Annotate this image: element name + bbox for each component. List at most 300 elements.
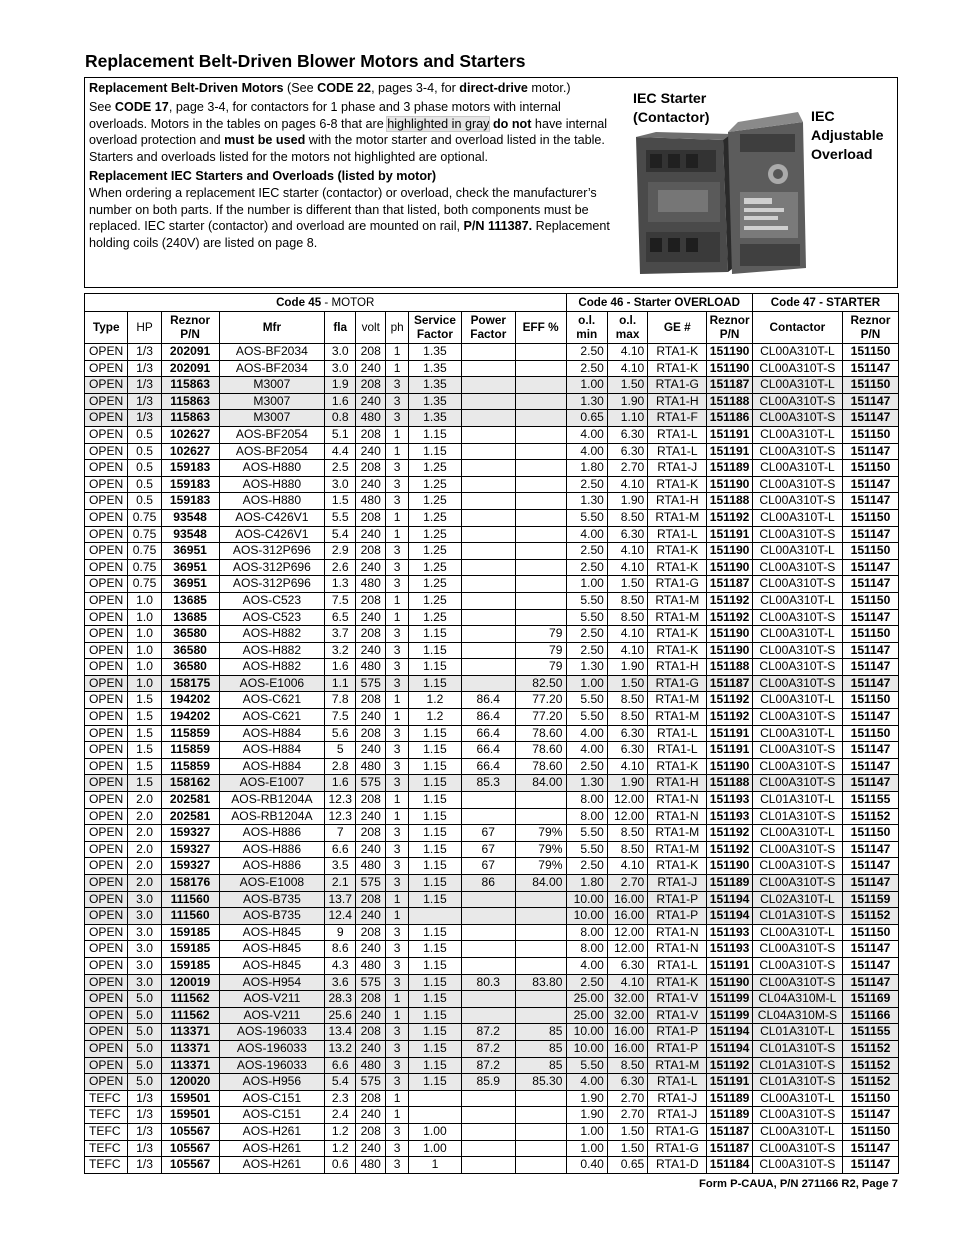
cell-service-factor: 1.25	[409, 543, 462, 560]
cell-mfr: AOS-BF2054	[219, 443, 325, 460]
table-row	[85, 891, 899, 908]
cell-reznor-pn: 202091	[161, 360, 219, 377]
cell-contactor: CL00A310T-S	[752, 559, 842, 576]
cell-type: OPEN	[85, 443, 128, 460]
cell-volt: 240	[356, 742, 386, 759]
table-row	[85, 1024, 899, 1041]
cell-volt: 240	[356, 1007, 386, 1024]
cell-ol-max: 16.00	[607, 1024, 647, 1041]
table-row	[85, 1123, 899, 1140]
cell-power-factor	[461, 924, 515, 941]
cell-power-factor	[461, 642, 515, 659]
cell-eff: 85	[515, 1057, 566, 1074]
cell-eff: 84.00	[515, 775, 566, 792]
cell-ol-max: 8.50	[607, 1057, 647, 1074]
cell-ph: 3	[386, 493, 409, 510]
cell-service-factor: 1.15	[409, 875, 462, 892]
cell-starter-reznor-pn: 151147	[842, 1140, 898, 1157]
cell-mfr: AOS-H261	[219, 1140, 325, 1157]
cell-type: OPEN	[85, 576, 128, 593]
cell-power-factor	[461, 957, 515, 974]
cell-type: OPEN	[85, 426, 128, 443]
cell-starter-reznor-pn: 151152	[842, 1057, 898, 1074]
cell-hp: 3.0	[128, 957, 161, 974]
cell-ph: 3	[386, 974, 409, 991]
cell-overload-reznor-pn: 151190	[707, 476, 753, 493]
cell-starter-reznor-pn: 151150	[842, 1123, 898, 1140]
cell-fla: 5.4	[325, 526, 356, 543]
table-row	[85, 509, 899, 526]
info-text	[89, 80, 612, 254]
cell-reznor-pn: 158176	[161, 875, 219, 892]
cell-type: OPEN	[85, 626, 128, 643]
cell-ge: RTA1-G	[648, 377, 707, 394]
cell-volt: 240	[356, 841, 386, 858]
cell-hp: 0.5	[128, 443, 161, 460]
cell-contactor: CL00A310T-S	[752, 758, 842, 775]
col-header-service-factor: Service Factor	[409, 312, 462, 344]
table-row	[85, 360, 899, 377]
cell-service-factor: 1.35	[409, 377, 462, 394]
cell-mfr: AOS-H884	[219, 758, 325, 775]
table-row	[85, 725, 899, 742]
cell-ol-min: 0.40	[566, 1157, 607, 1174]
cell-ol-min: 10.00	[566, 1040, 607, 1057]
cell-ol-max: 1.10	[607, 410, 647, 427]
cell-eff	[515, 443, 566, 460]
cell-volt: 480	[356, 957, 386, 974]
cell-service-factor: 1.15	[409, 841, 462, 858]
cell-mfr: AOS-H880	[219, 476, 325, 493]
cell-service-factor: 1.15	[409, 991, 462, 1008]
cell-hp: 5.0	[128, 1007, 161, 1024]
table-row	[85, 460, 899, 477]
table-row	[85, 626, 899, 643]
col-header-eff: EFF %	[515, 312, 566, 344]
cell-ge: RTA1-N	[648, 808, 707, 825]
cell-service-factor: 1.15	[409, 957, 462, 974]
cell-ge: RTA1-P	[648, 891, 707, 908]
cell-fla: 0.8	[325, 410, 356, 427]
cell-overload-reznor-pn: 151188	[707, 659, 753, 676]
iec-overload-label: IEC Adjustable Overload	[811, 109, 884, 163]
cell-eff: 77.20	[515, 692, 566, 709]
cell-fla: 0.6	[325, 1157, 356, 1174]
cell-power-factor: 67	[461, 825, 515, 842]
cell-fla: 1.1	[325, 675, 356, 692]
cell-volt: 240	[356, 642, 386, 659]
cell-overload-reznor-pn: 151191	[707, 526, 753, 543]
cell-service-factor: 1.25	[409, 559, 462, 576]
cell-reznor-pn: 36580	[161, 626, 219, 643]
cell-fla: 1.6	[325, 659, 356, 676]
cell-hp: 1/3	[128, 1090, 161, 1107]
cell-ph: 3	[386, 1123, 409, 1140]
cell-mfr: AOS-E1007	[219, 775, 325, 792]
cell-contactor: CL00A310T-L	[752, 344, 842, 361]
cell-overload-reznor-pn: 151192	[707, 509, 753, 526]
cell-mfr: AOS-H886	[219, 825, 325, 842]
cell-eff	[515, 991, 566, 1008]
cell-overload-reznor-pn: 151184	[707, 1157, 753, 1174]
cell-eff: 78.60	[515, 725, 566, 742]
cell-ol-min: 1.90	[566, 1107, 607, 1124]
cell-ge: RTA1-L	[648, 957, 707, 974]
cell-starter-reznor-pn: 151147	[842, 841, 898, 858]
cell-volt: 208	[356, 1123, 386, 1140]
cell-reznor-pn: 120020	[161, 1074, 219, 1091]
cell-ol-max: 4.10	[607, 858, 647, 875]
info-text-run: direct-drive	[459, 81, 528, 95]
cell-ge: RTA1-K	[648, 543, 707, 560]
info-text-run: have internal overload protection and	[89, 116, 608, 148]
cell-service-factor: 1.35	[409, 410, 462, 427]
cell-type: OPEN	[85, 725, 128, 742]
cell-power-factor	[461, 377, 515, 394]
cell-power-factor: 80.3	[461, 974, 515, 991]
cell-ph: 3	[386, 924, 409, 941]
cell-eff	[515, 1140, 566, 1157]
cell-type: OPEN	[85, 875, 128, 892]
table-row	[85, 858, 899, 875]
cell-service-factor	[409, 1090, 462, 1107]
cell-volt: 240	[356, 1040, 386, 1057]
cell-reznor-pn: 36951	[161, 559, 219, 576]
table-row	[85, 609, 899, 626]
cell-starter-reznor-pn: 151147	[842, 758, 898, 775]
cell-power-factor	[461, 792, 515, 809]
cell-ge: RTA1-H	[648, 493, 707, 510]
cell-eff	[515, 344, 566, 361]
cell-mfr: AOS-196033	[219, 1057, 325, 1074]
cell-volt: 480	[356, 858, 386, 875]
cell-power-factor	[461, 1090, 515, 1107]
cell-ol-max: 6.30	[607, 1074, 647, 1091]
cell-eff	[515, 426, 566, 443]
cell-eff	[515, 509, 566, 526]
cell-mfr: M3007	[219, 377, 325, 394]
cell-hp: 1.5	[128, 725, 161, 742]
table-row	[85, 808, 899, 825]
cell-eff	[515, 1090, 566, 1107]
table-row	[85, 1090, 899, 1107]
cell-overload-reznor-pn: 151194	[707, 1024, 753, 1041]
cell-starter-reznor-pn: 151147	[842, 410, 898, 427]
cell-ph: 1	[386, 592, 409, 609]
cell-type: OPEN	[85, 592, 128, 609]
cell-ge: RTA1-K	[648, 626, 707, 643]
cell-reznor-pn: 115859	[161, 725, 219, 742]
cell-hp: 2.0	[128, 792, 161, 809]
cell-ph: 3	[386, 626, 409, 643]
cell-power-factor	[461, 460, 515, 477]
cell-starter-reznor-pn: 151147	[842, 443, 898, 460]
cell-ol-max: 6.30	[607, 443, 647, 460]
cell-ol-min: 2.50	[566, 344, 607, 361]
cell-ol-min: 10.00	[566, 1024, 607, 1041]
cell-ge: RTA1-K	[648, 974, 707, 991]
cell-overload-reznor-pn: 151187	[707, 1140, 753, 1157]
cell-type: OPEN	[85, 559, 128, 576]
cell-mfr: AOS-RB1204A	[219, 808, 325, 825]
cell-volt: 208	[356, 792, 386, 809]
cell-ge: RTA1-F	[648, 410, 707, 427]
cell-volt: 480	[356, 410, 386, 427]
info-text-run: , page 3-4, for contactors for 1 phase and 3 phase motors with internal overloads. Motors in the tables on pages 6-8 that are	[89, 99, 561, 131]
cell-volt: 208	[356, 692, 386, 709]
cell-type: OPEN	[85, 377, 128, 394]
cell-eff	[515, 1157, 566, 1174]
cell-ol-max: 8.50	[607, 709, 647, 726]
cell-ol-min: 5.50	[566, 509, 607, 526]
cell-reznor-pn: 194202	[161, 692, 219, 709]
cell-hp: 2.0	[128, 808, 161, 825]
cell-eff: 78.60	[515, 758, 566, 775]
cell-volt: 208	[356, 543, 386, 560]
cell-ol-min: 5.50	[566, 592, 607, 609]
cell-starter-reznor-pn: 151147	[842, 858, 898, 875]
col-header-contactor: Contactor	[752, 312, 842, 344]
cell-ge: RTA1-L	[648, 725, 707, 742]
cell-reznor-pn: 159501	[161, 1090, 219, 1107]
table-row	[85, 924, 899, 941]
cell-volt: 480	[356, 1157, 386, 1174]
cell-ol-min: 5.50	[566, 692, 607, 709]
cell-ge: RTA1-K	[648, 360, 707, 377]
cell-service-factor	[409, 1107, 462, 1124]
cell-overload-reznor-pn: 151192	[707, 841, 753, 858]
cell-starter-reznor-pn: 151147	[842, 1157, 898, 1174]
cell-hp: 1.0	[128, 642, 161, 659]
table-row	[85, 476, 899, 493]
cell-ol-min: 1.00	[566, 576, 607, 593]
cell-reznor-pn: 159183	[161, 476, 219, 493]
cell-power-factor	[461, 808, 515, 825]
cell-power-factor: 66.4	[461, 725, 515, 742]
cell-mfr: AOS-H882	[219, 626, 325, 643]
cell-hp: 0.75	[128, 559, 161, 576]
table-row	[85, 1074, 899, 1091]
col-header-fla: fla	[325, 312, 356, 344]
cell-fla: 6.6	[325, 1057, 356, 1074]
cell-fla: 13.4	[325, 1024, 356, 1041]
cell-ph: 3	[386, 1040, 409, 1057]
cell-contactor: CL01A310T-S	[752, 908, 842, 925]
cell-power-factor: 87.2	[461, 1040, 515, 1057]
col-header-ol-min: o.l. min	[566, 312, 607, 344]
cell-ge: RTA1-H	[648, 393, 707, 410]
cell-type: OPEN	[85, 1074, 128, 1091]
cell-ol-max: 4.10	[607, 758, 647, 775]
cell-overload-reznor-pn: 151188	[707, 493, 753, 510]
cell-ph: 3	[386, 1074, 409, 1091]
table-row	[85, 742, 899, 759]
cell-fla: 12.4	[325, 908, 356, 925]
cell-fla: 7.8	[325, 692, 356, 709]
cell-mfr: AOS-312P696	[219, 559, 325, 576]
cell-ol-max: 1.50	[607, 675, 647, 692]
cell-eff: 83.80	[515, 974, 566, 991]
cell-starter-reznor-pn: 151147	[842, 559, 898, 576]
cell-ol-max: 1.50	[607, 576, 647, 593]
cell-overload-reznor-pn: 151190	[707, 344, 753, 361]
cell-fla: 2.6	[325, 559, 356, 576]
cell-mfr: AOS-H845	[219, 941, 325, 958]
cell-reznor-pn: 113371	[161, 1024, 219, 1041]
table-row	[85, 1140, 899, 1157]
cell-ph: 1	[386, 609, 409, 626]
cell-type: TEFC	[85, 1107, 128, 1124]
cell-contactor: CL00A310T-L	[752, 1123, 842, 1140]
table-row	[85, 377, 899, 394]
cell-contactor: CL00A310T-S	[752, 410, 842, 427]
cell-mfr: AOS-C151	[219, 1107, 325, 1124]
cell-power-factor	[461, 526, 515, 543]
cell-overload-reznor-pn: 151192	[707, 609, 753, 626]
cell-ph: 1	[386, 709, 409, 726]
cell-overload-reznor-pn: 151191	[707, 725, 753, 742]
cell-type: TEFC	[85, 1090, 128, 1107]
cell-fla: 12.3	[325, 808, 356, 825]
cell-hp: 1.5	[128, 692, 161, 709]
cell-overload-reznor-pn: 151187	[707, 675, 753, 692]
cell-ol-max: 4.10	[607, 559, 647, 576]
cell-volt: 240	[356, 559, 386, 576]
cell-ol-max: 2.70	[607, 1107, 647, 1124]
cell-overload-reznor-pn: 151193	[707, 792, 753, 809]
cell-power-factor: 66.4	[461, 758, 515, 775]
cell-ph: 1	[386, 792, 409, 809]
cell-contactor: CL00A310T-S	[752, 393, 842, 410]
cell-eff	[515, 891, 566, 908]
table-row	[85, 576, 899, 593]
cell-hp: 1.5	[128, 709, 161, 726]
cell-volt: 480	[356, 576, 386, 593]
cell-ol-max: 4.10	[607, 626, 647, 643]
cell-starter-reznor-pn: 151150	[842, 825, 898, 842]
cell-starter-reznor-pn: 151147	[842, 659, 898, 676]
cell-reznor-pn: 194202	[161, 709, 219, 726]
cell-ge: RTA1-P	[648, 1040, 707, 1057]
cell-power-factor	[461, 941, 515, 958]
cell-volt: 240	[356, 443, 386, 460]
cell-contactor: CL00A310T-L	[752, 460, 842, 477]
cell-eff	[515, 609, 566, 626]
cell-volt: 208	[356, 1024, 386, 1041]
cell-type: OPEN	[85, 509, 128, 526]
cell-service-factor: 1.00	[409, 1140, 462, 1157]
cell-overload-reznor-pn: 151187	[707, 377, 753, 394]
cell-eff: 85	[515, 1040, 566, 1057]
cell-service-factor: 1.35	[409, 360, 462, 377]
cell-ol-max: 4.10	[607, 642, 647, 659]
col-header-power-factor: Power Factor	[461, 312, 515, 344]
table-row	[85, 1107, 899, 1124]
cell-ge: RTA1-K	[648, 642, 707, 659]
cell-type: OPEN	[85, 410, 128, 427]
cell-reznor-pn: 105567	[161, 1157, 219, 1174]
cell-ol-min: 1.30	[566, 659, 607, 676]
cell-power-factor	[461, 659, 515, 676]
table-row	[85, 393, 899, 410]
cell-contactor: CL04A310M-S	[752, 1007, 842, 1024]
cell-volt: 208	[356, 426, 386, 443]
cell-eff	[515, 393, 566, 410]
cell-reznor-pn: 115859	[161, 742, 219, 759]
info-text-run: Replacement IEC Starters and Overloads (listed by motor)	[89, 168, 437, 183]
info-text-run: must be used	[224, 133, 306, 148]
cell-ol-max: 6.30	[607, 725, 647, 742]
cell-power-factor	[461, 1007, 515, 1024]
cell-contactor: CL00A310T-L	[752, 924, 842, 941]
cell-ph: 1	[386, 426, 409, 443]
cell-power-factor	[461, 576, 515, 593]
cell-reznor-pn: 93548	[161, 509, 219, 526]
cell-ge: RTA1-N	[648, 941, 707, 958]
cell-reznor-pn: 111562	[161, 1007, 219, 1024]
cell-power-factor: 67	[461, 858, 515, 875]
table-row	[85, 825, 899, 842]
cell-ol-min: 4.00	[566, 1074, 607, 1091]
cell-ol-max: 0.65	[607, 1157, 647, 1174]
cell-service-factor: 1.15	[409, 924, 462, 941]
cell-ge: RTA1-M	[648, 709, 707, 726]
col-header-ge: GE #	[648, 312, 707, 344]
cell-starter-reznor-pn: 151166	[842, 1007, 898, 1024]
cell-ol-max: 8.50	[607, 841, 647, 858]
cell-starter-reznor-pn: 151147	[842, 360, 898, 377]
cell-service-factor: 1.15	[409, 1074, 462, 1091]
cell-ol-max: 6.30	[607, 957, 647, 974]
cell-mfr: AOS-H845	[219, 924, 325, 941]
info-text-run: highlighted in gray	[387, 116, 490, 131]
cell-ph: 1	[386, 344, 409, 361]
cell-ge: RTA1-V	[648, 991, 707, 1008]
cell-ph: 3	[386, 858, 409, 875]
info-text-run: (See	[283, 81, 318, 95]
cell-type: OPEN	[85, 891, 128, 908]
cell-reznor-pn: 159185	[161, 924, 219, 941]
cell-reznor-pn: 13685	[161, 609, 219, 626]
cell-mfr: AOS-E1008	[219, 875, 325, 892]
cell-starter-reznor-pn: 151147	[842, 875, 898, 892]
cell-reznor-pn: 36951	[161, 543, 219, 560]
cell-ol-min: 2.50	[566, 626, 607, 643]
cell-power-factor	[461, 360, 515, 377]
cell-ol-max: 1.90	[607, 393, 647, 410]
cell-ol-max: 4.10	[607, 476, 647, 493]
cell-hp: 1/3	[128, 1157, 161, 1174]
info-text-run: do not	[492, 116, 532, 131]
cell-type: OPEN	[85, 808, 128, 825]
cell-fla: 3.6	[325, 974, 356, 991]
cell-ph: 3	[386, 1057, 409, 1074]
cell-type: OPEN	[85, 460, 128, 477]
cell-volt: 240	[356, 360, 386, 377]
cell-type: OPEN	[85, 493, 128, 510]
cell-ge: RTA1-K	[648, 559, 707, 576]
cell-type: OPEN	[85, 526, 128, 543]
cell-mfr: AOS-C426V1	[219, 509, 325, 526]
cell-ol-min: 25.00	[566, 991, 607, 1008]
cell-ol-max: 6.30	[607, 742, 647, 759]
col-header-ol-max: o.l. max	[607, 312, 647, 344]
cell-ge: RTA1-M	[648, 825, 707, 842]
cell-contactor: CL00A310T-S	[752, 941, 842, 958]
cell-service-factor: 1.25	[409, 576, 462, 593]
cell-ge: RTA1-M	[648, 692, 707, 709]
cell-ge: RTA1-G	[648, 1123, 707, 1140]
